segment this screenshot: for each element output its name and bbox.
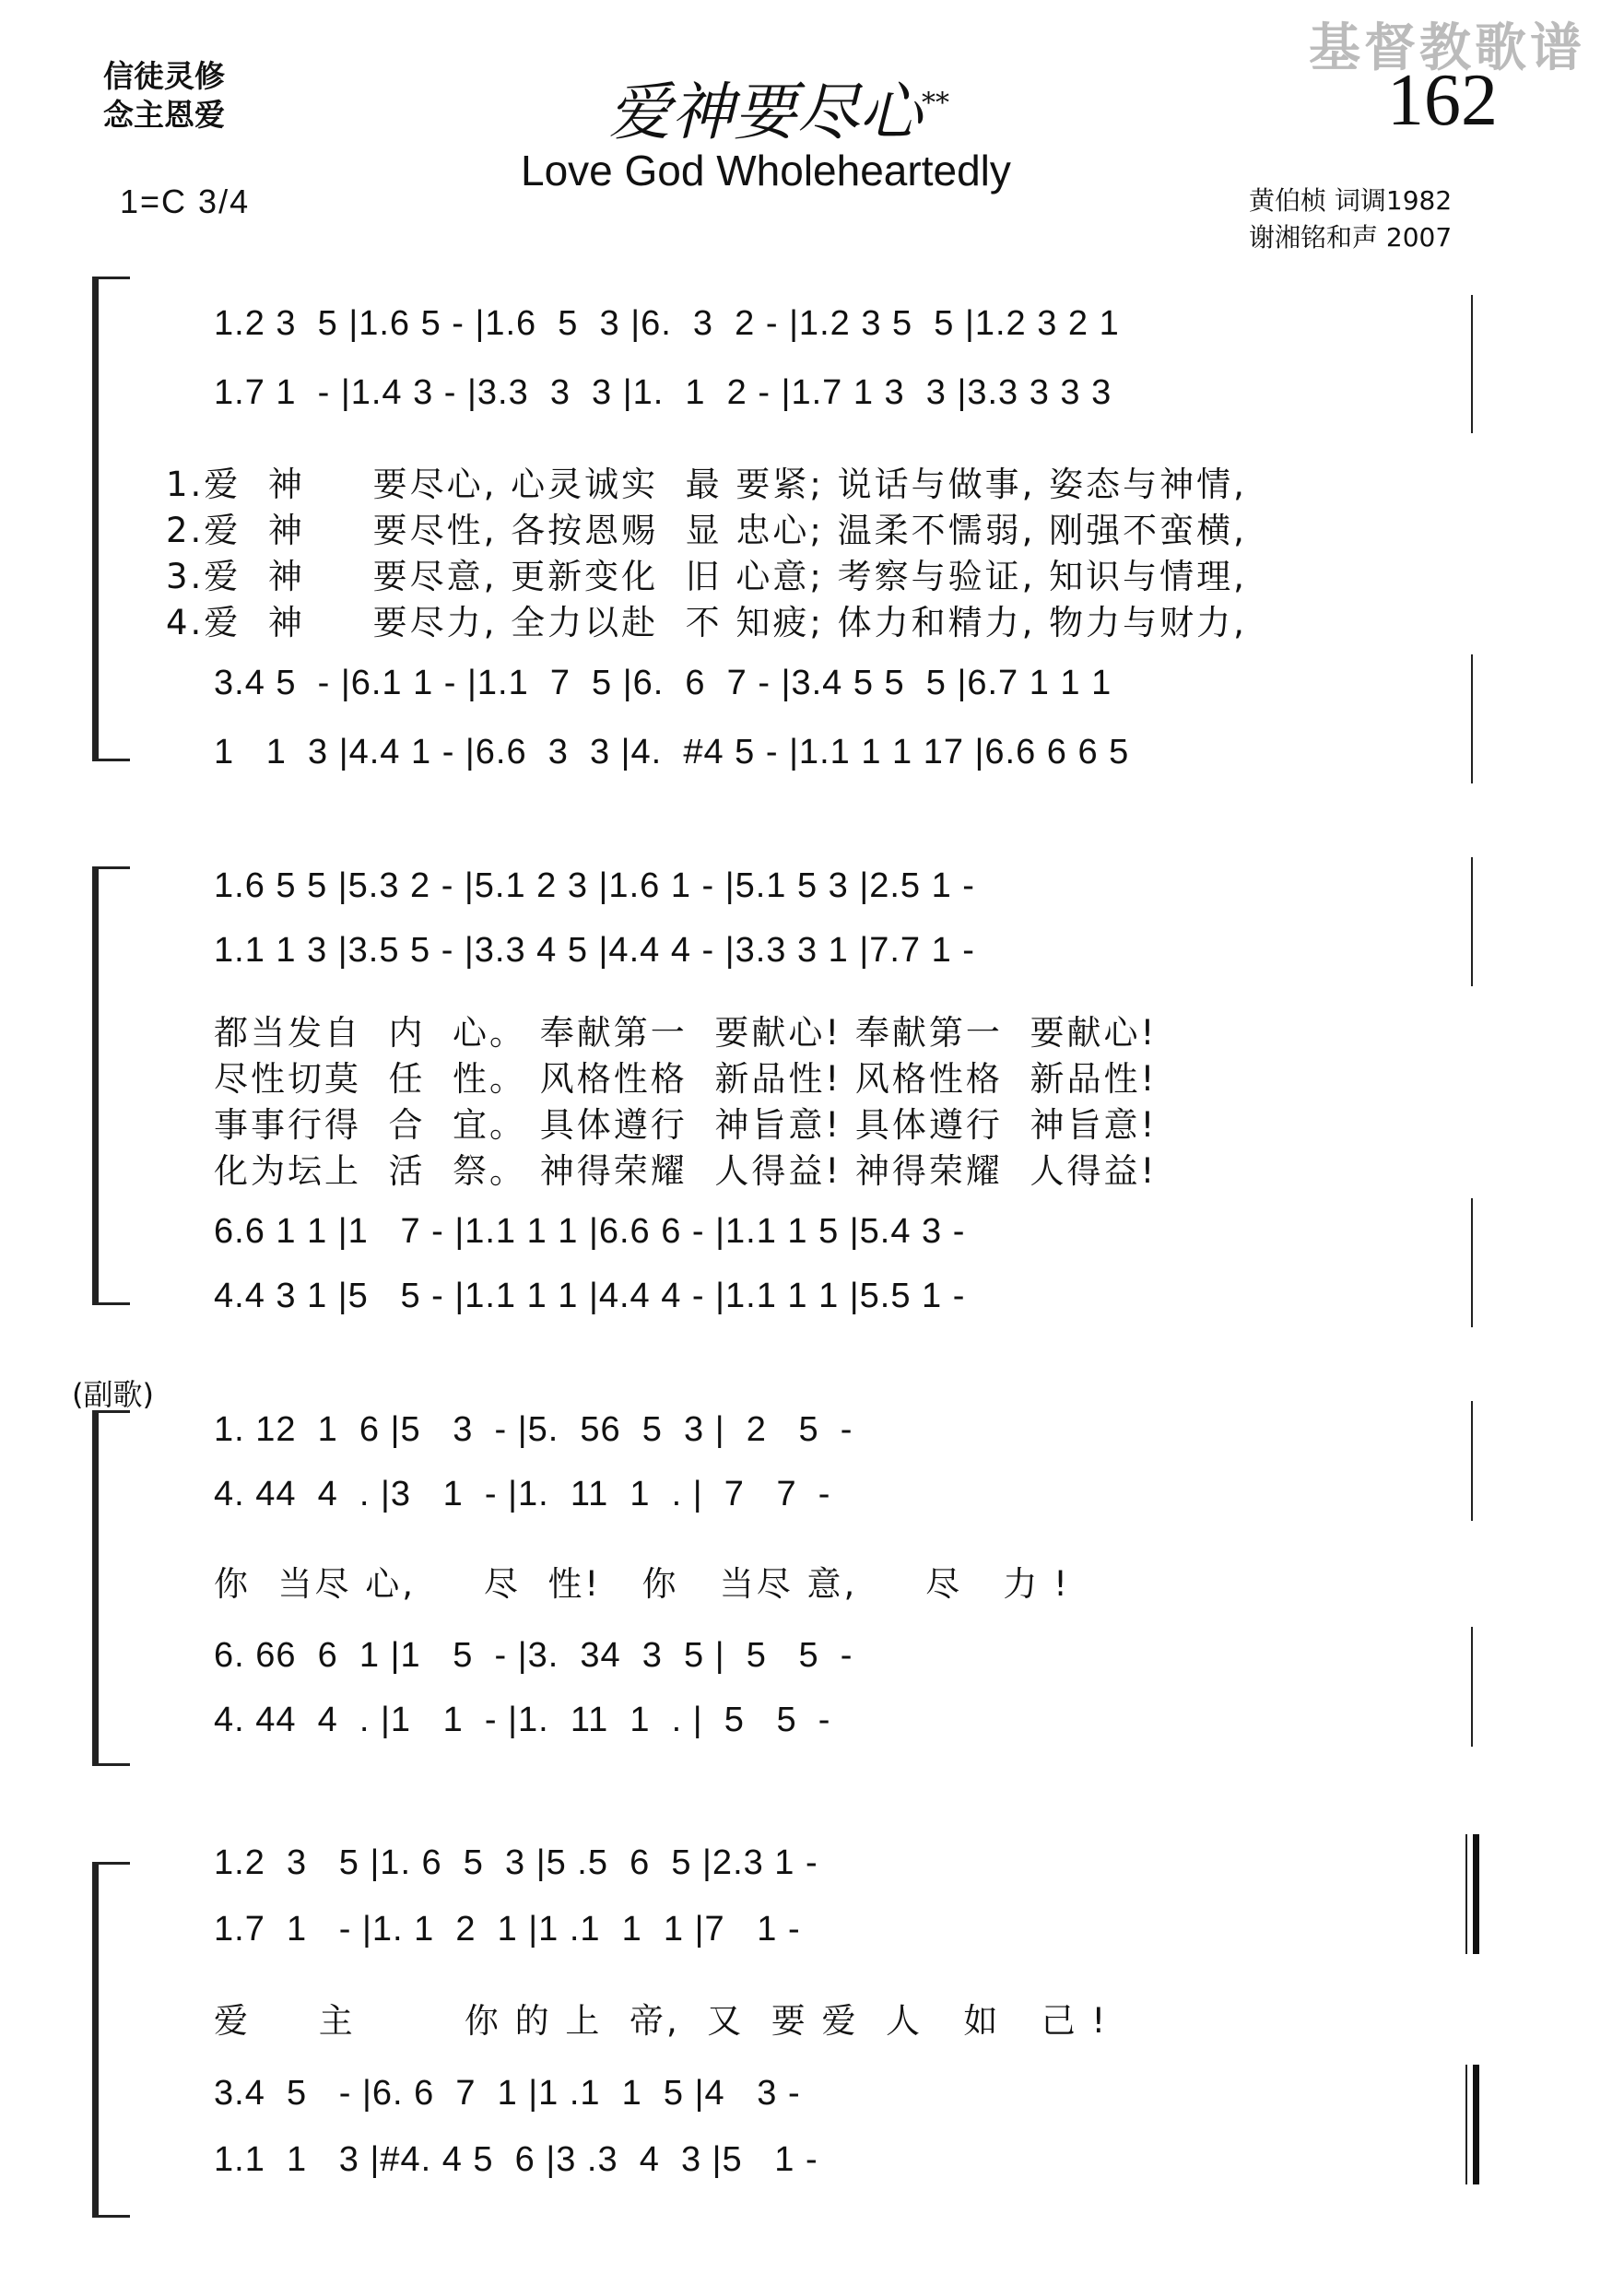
hymn-title-english: Love God Wholeheartedly <box>521 147 1011 194</box>
lyric-verse-2: 2.爱 神 要尽性, 各按恩赐 显 忠心; 温柔不懦弱, 刚强不蛮横, <box>166 511 1247 550</box>
category-line-1: 信徒灵修 <box>103 58 225 94</box>
credit-harmony: 谢湘铭和声 2007 <box>1249 222 1453 253</box>
category-line-2: 念主恩爱 <box>103 97 225 133</box>
end-barline <box>1471 1198 1473 1327</box>
tenor-row: 6. 66 6 1 |1 5 - |3. 34 3 5 | 5 5 - <box>214 1636 853 1675</box>
lyric-verse-1: 都当发自 内 心。 奉献第一 要献心! 奉献第一 要献心! <box>214 1013 1158 1053</box>
chorus-label: (副歌) <box>72 1377 154 1412</box>
final-barline-thick <box>1473 1834 1479 1954</box>
alto-row: 1.7 1 - |1. 1 2 1 |1 .1 1 1 |7 1 - <box>214 1910 801 1949</box>
end-barline <box>1471 295 1473 433</box>
hymn-title <box>608 63 949 152</box>
final-barline-thin <box>1465 1834 1467 1954</box>
bass-row: 1.1 1 3 |#4. 4 5 6 |3 .3 4 3 |5 1 - <box>214 2140 818 2179</box>
lyric-chorus: 你 当尽 心, 尽 性! 你 当尽 意, 尽 力 ! <box>214 1564 1070 1604</box>
soprano-row: 1.2 3 5 |1. 6 5 3 |5 .5 6 5 |2.3 1 - <box>214 1843 818 1882</box>
end-barline <box>1471 1627 1473 1747</box>
system-bracket <box>92 1410 130 1766</box>
tenor-row: 6.6 1 1 |1 7 - |1.1 1 1 |6.6 6 - |1.1 1 5 |5.4 3 - <box>214 1212 966 1251</box>
lyric-verse-4: 化为坛上 活 祭。 神得荣耀 人得益! 神得荣耀 人得益! <box>214 1151 1158 1191</box>
credits <box>1249 183 1452 256</box>
tenor-row: 3.4 5 - |6. 6 7 1 |1 .1 1 5 |4 3 - <box>214 2074 801 2113</box>
key-signature: 1=C 3/4 <box>120 183 251 220</box>
lyric-ending: 爱 主 你 的 上 帝, 又 要 爱 人 如 己 ! <box>214 2001 1109 2041</box>
title-mark: ** <box>922 87 950 120</box>
lyric-verse-2: 尽性切莫 任 性。 风格性格 新品性! 风格性格 新品性! <box>214 1059 1158 1099</box>
final-barline-thin <box>1465 2065 1467 2184</box>
lyric-verse-1: 1.爱 神 要尽心, 心灵诚实 最 要紧; 说话与做事, 姿态与神情, <box>166 465 1247 504</box>
soprano-row: 1. 12 1 6 |5 3 - |5. 56 5 3 | 2 5 - <box>214 1410 853 1449</box>
soprano-row: 1.6 5 5 |5.3 2 - |5.1 2 3 |1.6 1 - |5.1 5 3 |2.5 1 - <box>214 866 975 905</box>
end-barline <box>1471 857 1473 986</box>
tenor-row: 3.4 5 - |6.1 1 - |1.1 7 5 |6. 6 7 - |3.4 5 5 5 |6.7 1 1 1 <box>214 664 1112 702</box>
title-cn: 爱神要尽心 <box>608 77 923 149</box>
system-bracket <box>92 866 130 1305</box>
end-barline <box>1471 1401 1473 1521</box>
bass-row: 1 1 3 |4.4 1 - |6.6 3 3 |4. #4 5 - |1.1 1 1 17 |6.6 6 6 5 <box>214 733 1130 771</box>
system-bracket <box>92 1862 130 2218</box>
credit-lyrics: 黄伯桢 词调1982 <box>1249 185 1453 216</box>
alto-row: 1.1 1 3 |3.5 5 - |3.3 4 5 |4.4 4 - |3.3 3 1 |7.7 1 - <box>214 931 975 970</box>
final-barline-thick <box>1473 2065 1479 2184</box>
hymn-number: 162 <box>1387 60 1498 141</box>
lyric-verse-3: 事事行得 合 宜。 具体遵行 神旨意! 具体遵行 神旨意! <box>214 1105 1158 1145</box>
end-barline <box>1471 654 1473 783</box>
system-bracket <box>92 277 130 761</box>
alto-row: 4. 44 4 . |3 1 - |1. 11 1 . | 7 7 - <box>214 1475 831 1513</box>
watermark: 基督教歌谱 <box>1309 18 1585 78</box>
soprano-row: 1.2 3 5 |1.6 5 - |1.6 5 3 |6. 3 2 - |1.2 3 5 5 |1.2 3 2 1 <box>214 304 1120 343</box>
alto-row: 1.7 1 - |1.4 3 - |3.3 3 3 |1. 1 2 - |1.7 1 3 3 |3.3 3 3 3 <box>214 373 1112 412</box>
bass-row: 4.4 3 1 |5 5 - |1.1 1 1 |4.4 4 - |1.1 1 1 |5.5 1 - <box>214 1277 966 1315</box>
category-label <box>103 57 225 135</box>
bass-row: 4. 44 4 . |1 1 - |1. 11 1 . | 5 5 - <box>214 1701 831 1739</box>
lyric-verse-3: 3.爱 神 要尽意, 更新变化 旧 心意; 考察与验证, 知识与情理, <box>166 557 1247 596</box>
lyric-verse-4: 4.爱 神 要尽力, 全力以赴 不 知疲; 体力和精力, 物力与财力, <box>166 603 1247 642</box>
